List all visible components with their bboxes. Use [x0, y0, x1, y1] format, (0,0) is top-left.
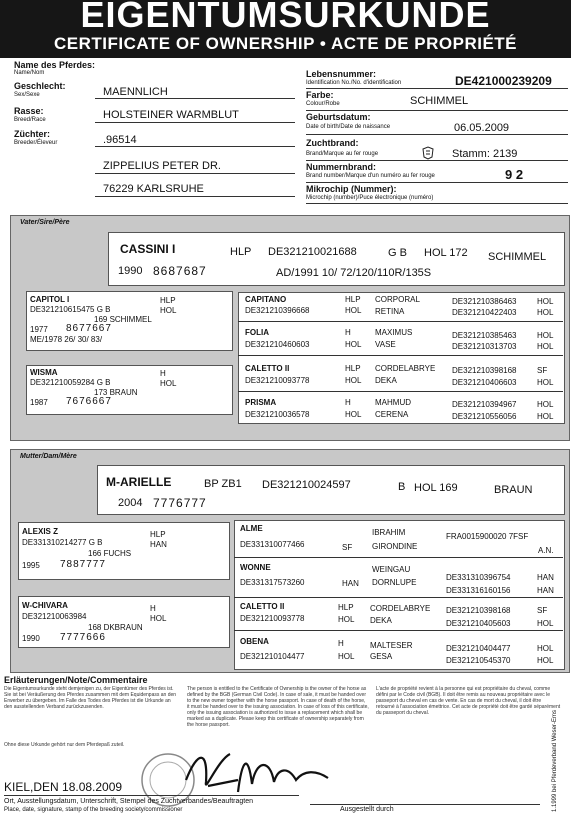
brand-label: Zuchtbrand:	[306, 138, 359, 148]
birth-sub: Date of birth/Date de naissance	[306, 124, 391, 130]
chip-label: Mikrochip (Nummer):	[306, 184, 397, 194]
dam-ggp2-parent1: WEINGAU	[372, 565, 411, 574]
dam-gp1-reg: HAN	[150, 540, 167, 549]
sex-label: Geschlecht:	[14, 81, 66, 91]
brand-sub: Brand/Marque au fer rouge	[306, 151, 379, 157]
sire-ggp1-parent2-id: DE321210422403	[452, 308, 517, 317]
sire-ggp2-parent2-reg: HOL	[537, 342, 554, 351]
sire-ggp4-parent2-reg: HOL	[537, 412, 554, 421]
dam-ggp4-reg: HOL	[338, 652, 355, 661]
sire-ggp1-name: CAPITANO	[245, 295, 287, 304]
sire-ggp1-parent1-id: DE321210386463	[452, 297, 517, 306]
sire-gp1-id: DE321210615475 G B	[30, 305, 111, 314]
dam-ggp3-parent2-id: DE321210405603	[446, 619, 511, 628]
breeder-city: 76229 KARLSRUHE	[103, 183, 204, 195]
dam-ggp3-parent1-reg: SF	[537, 606, 548, 615]
dam-ggp1-parent2: GIRONDINE	[372, 542, 418, 551]
dam-tab: Mutter/Dam/Mère	[20, 453, 77, 460]
dam-gp1-number: 7887777	[60, 559, 106, 570]
sire-gp1-year: 1977	[30, 325, 48, 334]
dam-ggp1-parent1: IBRAHIM	[372, 528, 406, 537]
dam-year: 2004	[118, 497, 143, 509]
sire-ggp2-name: FOLIA	[245, 328, 269, 337]
sire-ggp4-parent1-reg: HOL	[537, 400, 554, 409]
brand-icon	[421, 146, 435, 165]
dam-ggp4-parent1-id: DE321210404477	[446, 644, 511, 653]
life-number-label: Lebensnummer:	[306, 69, 377, 79]
dam-ggp1-id: DE331310077466	[240, 540, 305, 549]
sire-year: 1990	[118, 265, 143, 277]
place-date: KIEL,DEN 18.08.2009	[4, 780, 123, 794]
dam-id: DE321210024597	[262, 479, 351, 491]
dam-ggp3-parent2-reg: HOL	[537, 619, 554, 628]
dam-ggp4-parent2: GESA	[370, 652, 393, 661]
sire-ggp4-parent2-id: DE321210556056	[452, 412, 517, 421]
sire-gp2-name: WISMA	[30, 368, 58, 377]
dam-gp1-year: 1995	[22, 561, 40, 570]
sire-ggp4-id: DE321210036578	[245, 410, 310, 419]
dam-ggp4-id: DE321210104477	[240, 652, 305, 661]
dam-ggp1-reg: SF	[342, 543, 353, 552]
brand-number-label: Nummernbrand:	[306, 162, 377, 172]
dam-ggp1-parent1-id: FRA0015900020 7FSF	[446, 532, 529, 541]
dam-ggp3-studbook: HLP	[338, 603, 354, 612]
dam-ggp2-reg: HAN	[342, 579, 359, 588]
dam-brand: 7776777	[153, 496, 207, 510]
dam-color: BRAUN	[494, 484, 533, 496]
life-number-sub: Identification No./No. d'identification	[306, 80, 402, 86]
dam-gp2-number: 7777666	[60, 632, 106, 643]
dam-gp2-brand: 168 DKBRAUN	[88, 623, 143, 632]
dam-ggp4-studbook: H	[338, 639, 344, 648]
sire-ggp1-parent2: RETINA	[375, 307, 405, 316]
notes-label: Erläuterungen/Note/Commentaire	[4, 675, 148, 685]
dam-ggp3-name: CALETTO II	[240, 602, 285, 611]
dam-ggp3-parent2: DEKA	[370, 616, 392, 625]
sire-gp1-brand: 169 SCHIMMEL	[94, 315, 152, 324]
sire-gp2-id: DE321210059284 G B	[30, 378, 111, 387]
sire-ggp2-parent1-id: DE321210385463	[452, 331, 517, 340]
life-number-value: DE421000239209	[455, 74, 552, 88]
dam-ggp4-parent2-id: DE321210545370	[446, 656, 511, 665]
side-print-note: 1.1999 bei Pferdeverband Weser-Ems	[552, 710, 558, 812]
sire-tab: Vater/Sire/Père	[20, 219, 70, 226]
dam-reg: HOL 169	[414, 482, 458, 494]
sire-ggp2-parent2-id: DE321210313703	[452, 342, 517, 351]
sire-performance: AD/1991 10/ 72/120/110R/135S	[276, 267, 432, 279]
sire-ggp4-parent1-id: DE321210394967	[452, 400, 517, 409]
sire-ggp4-parent2: CERENA	[375, 410, 409, 419]
dam-gp2-id: DE321210063984	[22, 612, 87, 621]
sire-gp2-reg: HOL	[160, 379, 177, 388]
dam-ggp2-parent2-id: DE331316160156	[446, 586, 511, 595]
breeder-sub: Breeder/Éleveur	[14, 140, 58, 146]
notes-german-2: Ohne diese Urkunde gehört nur dem Pferdepaß zuteil.	[4, 742, 125, 748]
brand-number-sub: Brand number/Marque d'un numéro au fer rouge	[306, 173, 435, 179]
sire-ggp2-parent1-reg: HOL	[537, 331, 554, 340]
sire-ggp1-studbook: HLP	[345, 295, 361, 304]
sire-brand: 8687687	[153, 264, 207, 278]
sire-color: SCHIMMEL	[488, 251, 547, 263]
chip-sub: Microchip (number)/Puce électronique (numéro)	[306, 195, 434, 201]
sire-ggp3-name: CALETTO II	[245, 364, 290, 373]
dam-ggp3-parent1: CORDELABRYE	[370, 604, 431, 613]
certificate-header	[0, 0, 571, 58]
sire-ggp2-parent2: VASE	[375, 340, 396, 349]
sire-gp2-number: 7676667	[66, 396, 112, 407]
sire-ggp3-parent2: DEKA	[375, 376, 397, 385]
breeder-label: Züchter:	[14, 129, 50, 139]
sex-value: MAENNLICH	[103, 86, 168, 98]
notes-french: L'acte de propriété revient à la personne qui est propriétaire du cheval, comme défini par le Code civil (BGB). Il doit être remis au nouveau propriétaire avec le passeport du cheval en cas de vente. En cas de mort du cheval, il doit être retourné à l'association émettrice. Cet acte de propriété doit être gardé séparément du passeport du cheval.	[376, 686, 561, 716]
birth-label: Geburtsdatum:	[306, 112, 371, 122]
sire-gp2-studbook: H	[160, 369, 166, 378]
dam-gb: B	[398, 481, 406, 493]
dam-gp2-studbook: H	[150, 604, 156, 613]
sire-ggp4-parent1: MAHMUD	[375, 398, 411, 407]
dam-ggp3-id: DE321210093778	[240, 614, 305, 623]
sire-ggp3-studbook: HLP	[345, 364, 361, 373]
sire-ggp4-name: PRISMA	[245, 398, 277, 407]
signature-image	[178, 740, 358, 803]
dam-gp1-name: ALEXIS Z	[22, 527, 59, 536]
dam-ggp2-name: WONNE	[240, 563, 271, 572]
signature-sub: Place, date, signature, stamp of the breeding society/commissioner	[4, 807, 183, 813]
dam-ggp1-name: ALME	[240, 524, 263, 533]
birth-value: 06.05.2009	[454, 122, 510, 134]
sire-ggp4-reg: HOL	[345, 410, 362, 419]
breed-value: HOLSTEINER WARMBLUT	[103, 109, 239, 121]
dam-ggp4-parent2-reg: HOL	[537, 656, 554, 665]
dam-ggp3-reg: HOL	[338, 615, 355, 624]
breeder-name: ZIPPELIUS PETER DR.	[103, 160, 221, 172]
dam-ggp2-parent1-id: DE331310396754	[446, 573, 511, 582]
sire-ggp3-parent2-id: DE321210406603	[452, 378, 517, 387]
breed-label: Rasse:	[14, 106, 44, 116]
dam-ggp2-id: DE331317573260	[240, 578, 305, 587]
sire-ggp1-reg: HOL	[345, 306, 362, 315]
dam-gp2-year: 1990	[22, 634, 40, 643]
sire-gp1-number: 8677667	[66, 323, 112, 334]
dam-ggp2-parent2: DORNLUPE	[372, 578, 417, 587]
dam-ggp2-parent1-reg: HAN	[537, 573, 554, 582]
dam-name: M-ARIELLE	[106, 475, 172, 489]
color-label: Farbe:	[306, 90, 334, 100]
dam-ggp1-parent2-reg: A.N.	[538, 546, 554, 555]
sire-gp1-extra: ME/1978 26/ 30/ 83/	[30, 335, 103, 344]
breeder-number: .96514	[103, 134, 137, 146]
sire-ggp1-parent1: CORPORAL	[375, 295, 420, 304]
sire-name: CASSINI I	[120, 242, 176, 256]
sire-ggp1-parent1-reg: HOL	[537, 297, 554, 306]
sire-ggp3-parent2-reg: HOL	[537, 378, 554, 387]
sire-gp2-brand: 173 BRAUN	[94, 388, 138, 397]
sire-studbook: HLP	[230, 246, 252, 258]
sire-ggp3-parent1: CORDELABRYE	[375, 364, 436, 373]
sire-gp2-year: 1987	[30, 398, 48, 407]
sire-gb: G B	[388, 247, 407, 259]
certificate-subtitle: CERTIFICATE OF OWNERSHIP • ACTE DE PROPRIÉTÉ	[53, 34, 518, 53]
dam-gp1-id: DE331310214277 G B	[22, 538, 103, 547]
color-sub: Colour/Robe	[306, 101, 340, 107]
sire-ggp4-studbook: H	[345, 398, 351, 407]
dam-ggp4-parent1: MALTESER	[370, 641, 413, 650]
sire-ggp3-parent1-id: DE321210398168	[452, 366, 517, 375]
sex-sub: Sex/Sexe	[14, 92, 40, 98]
sire-gp1-studbook: HLP	[160, 296, 176, 305]
breed-sub: Breed/Race	[14, 117, 46, 123]
dam-gp1-studbook: HLP	[150, 530, 166, 539]
color-value: SCHIMMEL	[410, 95, 469, 107]
notes-english: The person is entitled to the Certificate of Ownership is the owner of the horse as defined by the BGB (German Civil Code). In case of sale, it must be handed over to the new owner together with the horse passport. In case of death of the horse, it must be handed over to the issuing association. In case of loss of this certificate, only the issuing association is authorized to issue a replacement which shall be marked as a duplicate. Please keep this certificate of ownership separately from the horse passport.	[187, 686, 369, 728]
issued-by-label: Ausgestellt durch	[340, 806, 394, 813]
sire-gp1-name: CAPITOL I	[30, 295, 70, 304]
dam-ggp3-parent1-id: DE321210398168	[446, 606, 511, 615]
certificate-title: EIGENTUMSURKUNDE	[80, 0, 491, 35]
brand-value: Stamm: 2139	[452, 148, 518, 160]
sire-gp1-reg: HOL	[160, 306, 177, 315]
sire-ggp3-id: DE321210093778	[245, 376, 310, 385]
sire-ggp2-id: DE321210460603	[245, 340, 310, 349]
brand-number-value: 9 2	[505, 167, 524, 182]
sire-ggp3-reg: HOL	[345, 376, 362, 385]
dam-ggp4-parent1-reg: HOL	[537, 644, 554, 653]
sire-ggp3-parent1-reg: SF	[537, 366, 548, 375]
dam-studbook: BP ZB1	[204, 478, 242, 490]
sire-ggp2-studbook: H	[345, 328, 351, 337]
name-label: Name des Pferdes:	[14, 60, 96, 70]
sire-ggp2-parent1: MAXIMUS	[375, 328, 413, 337]
dam-gp2-reg: HOL	[150, 614, 167, 623]
dam-ggp4-name: OBENA	[240, 637, 269, 646]
sire-ggp1-id: DE321210396668	[245, 306, 310, 315]
name-sub: Name/Nom	[14, 70, 45, 76]
signature-label: Ort, Ausstellungsdatum, Unterschrift, Stempel des Zuchtverbandes/Beauftragten	[4, 798, 254, 805]
dam-ggp2-parent2-reg: HAN	[537, 586, 554, 595]
sire-reg: HOL 172	[424, 247, 468, 259]
notes-german: Die Eigentumsurkunde steht demjenigen zu, der Eigentümer des Pferdes ist. Sie ist bei Veräußerung des Pferdes zusammen mit dem Equidenpass an den Erwerber zu übergeben. Im Falle des Todes des Pferdes ist die Urkunde an den ausstellenden Verband zurückzusenden.	[4, 686, 177, 710]
sire-ggp1-parent2-reg: HOL	[537, 308, 554, 317]
sire-id: DE321210021688	[268, 246, 357, 258]
dam-gp2-name: W-CHIVARA	[22, 601, 68, 610]
sire-ggp2-reg: HOL	[345, 340, 362, 349]
dam-gp1-brand: 166 FUCHS	[88, 549, 132, 558]
